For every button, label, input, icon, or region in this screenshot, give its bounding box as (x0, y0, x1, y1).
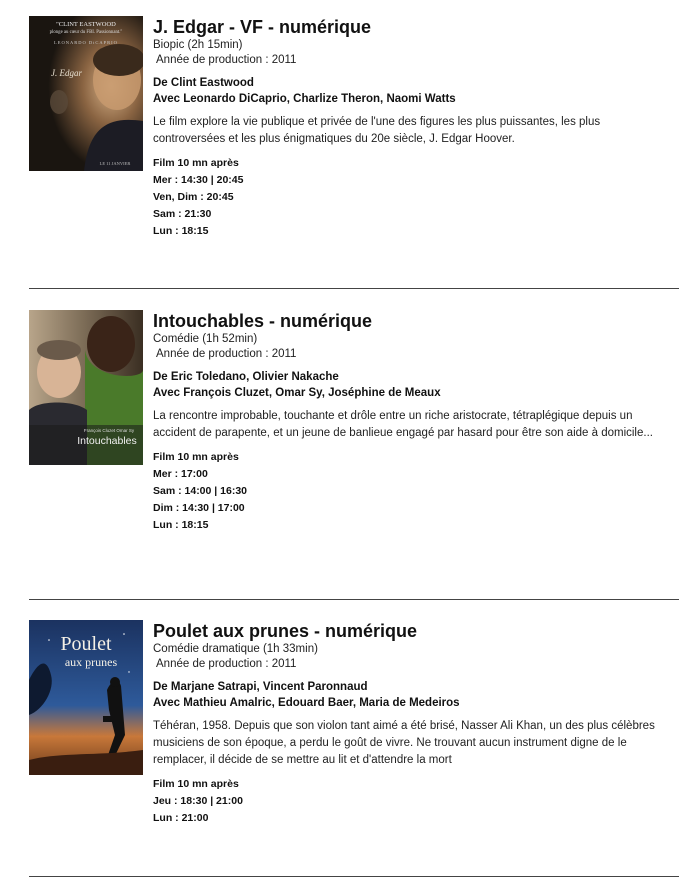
separator (29, 876, 679, 877)
movie-synopsis: Téhéran, 1958. Depuis que son violon tant aimé a été brisé, Nasser Ali Khan, un des plus célèbres musiciens de son époque, a perdu le goût de vivre. Ne trouvant aucun instrument digne de le remplacer, il décide de se mettre au lit et d'attendre la mort (153, 720, 655, 766)
poster-image (29, 16, 143, 171)
movie-credits (153, 369, 679, 401)
movie-synopsis: La rencontre improbable, touchante et drôle entre un riche aristocrate, tétraplégique depuis un accident de parapente, et un jeune de banlieue engagé par hasard pour être son aide à domicile... (153, 410, 653, 439)
poster-quote: "CLINT EASTWOOD (56, 21, 116, 28)
movie-director: De Marjane Satrapi, Vincent Paronnaud (153, 681, 368, 693)
movie-poster[interactable] (29, 310, 143, 465)
movie-schedule (153, 776, 679, 827)
poster-title: Poulet (60, 633, 112, 655)
movie-year: Année de production : 2011 (156, 348, 297, 360)
movie-info (153, 310, 679, 534)
movie-director: De Eric Toledano, Olivier Nakache (153, 371, 339, 383)
movie-info (153, 620, 679, 827)
separator (29, 599, 679, 600)
movie-title[interactable]: Intouchables - numérique (153, 311, 373, 331)
movie-cast: Avec François Cluzet, Omar Sy, Joséphine de Meaux (153, 387, 441, 399)
poster-actor: LEONARDO DiCAPRIO (54, 40, 118, 45)
movie-title[interactable]: J. Edgar - VF - numérique (153, 17, 372, 37)
poster-quote-sub: plonge au cœur du FBI. Passionnant." (49, 30, 123, 35)
schedule-line: Sam : 21:30 (153, 208, 212, 220)
schedule-line: Sam : 14:00 | 16:30 (153, 485, 247, 497)
poster-image (29, 620, 143, 775)
schedule-line: Ven, Dim : 20:45 (153, 191, 234, 203)
movie-title[interactable]: Poulet aux prunes - numérique (153, 621, 418, 641)
poster-image (29, 310, 143, 465)
schedule-line: Lun : 18:15 (153, 519, 209, 531)
movie-cast: Avec Mathieu Amalric, Edouard Baer, Maria de Medeiros (153, 697, 460, 709)
schedule-line: Lun : 18:15 (153, 225, 209, 237)
movie-poster[interactable] (29, 16, 143, 171)
poster-title: J. Edgar (51, 68, 82, 78)
schedule-line: Mer : 14:30 | 20:45 (153, 174, 244, 186)
movie-schedule (153, 155, 679, 240)
movie-genre: Comédie (1h 52min) (153, 333, 258, 345)
schedule-line: Dim : 14:30 | 17:00 (153, 502, 245, 514)
movie-director: De Clint Eastwood (153, 77, 254, 89)
poster-release: LE 11 JANVIER (99, 161, 131, 166)
schedule-line: Lun : 21:00 (153, 812, 209, 824)
movie-schedule (153, 449, 679, 534)
movie-year: Année de production : 2011 (156, 658, 297, 670)
movie-genre: Comédie dramatique (1h 33min) (153, 643, 318, 655)
poster-subtitle: aux prunes (64, 655, 118, 669)
movie-cast: Avec Leonardo DiCaprio, Charlize Theron, Naomi Watts (153, 93, 456, 105)
movie-genre: Biopic (2h 15min) (153, 39, 243, 51)
movie-credits (153, 75, 679, 107)
movie-info (153, 16, 679, 240)
movie-year: Année de production : 2011 (156, 54, 297, 66)
separator (29, 288, 679, 289)
movie-poster[interactable] (29, 620, 143, 775)
schedule-note: Film 10 mn après (153, 778, 239, 790)
schedule-line: Jeu : 18:30 | 21:00 (153, 795, 243, 807)
schedule-note: Film 10 mn après (153, 157, 239, 169)
poster-title: Intouchables (77, 435, 137, 447)
schedule-line: Mer : 17:00 (153, 468, 208, 480)
poster-actors: François Cluzet Omar Sy (83, 428, 135, 433)
movie-credits (153, 679, 679, 711)
schedule-note: Film 10 mn après (153, 451, 239, 463)
movie-synopsis: Le film explore la vie publique et privée de l'une des figures les plus puissantes, les plus controversées et les plus énigmatiques du 20e siècle, J. Edgar Hoover. (153, 116, 601, 145)
